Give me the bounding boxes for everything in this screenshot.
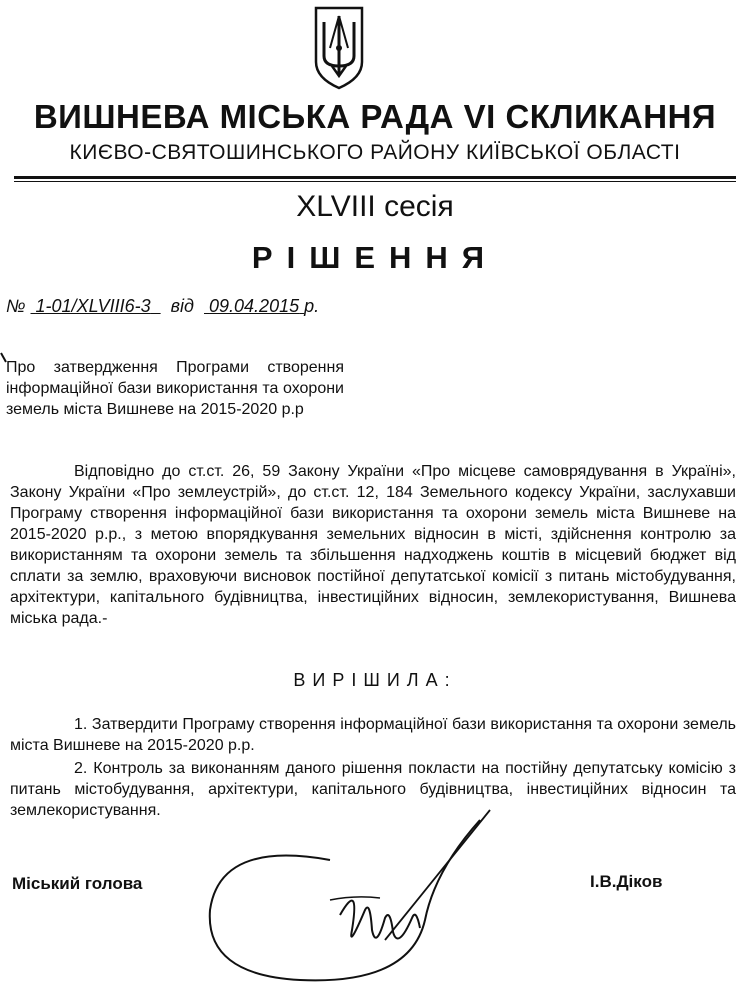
- resolution-item-2: 2. Контроль за виконанням даного рішення покласти на постійну депутатську комісію з питань містобудування, архітектури, капітального будівництва, інвестиційних відносин та землекористування.: [10, 760, 736, 819]
- trident-emblem-icon: [312, 4, 366, 90]
- district-name: КИЄВО-СВЯТОШИНСЬКОГО РАЙОНУ КИЇВСЬКОЇ ОБЛАСТІ: [69, 141, 681, 164]
- decision-number: 1-01/XLVIII6-3: [35, 296, 151, 316]
- council-name: ВИШНЕВА МІСЬКА РАДА VI СКЛИКАННЯ: [33, 98, 717, 135]
- resolution-item-1: 1. Затвердити Програму створення інформаційної бази використання та охорони земель міста Вишневе на 2015-2020 р.р.: [10, 716, 736, 754]
- resolved-heading: ВИРІШИЛА:: [293, 670, 457, 690]
- document-type-heading: РІШЕННЯ: [251, 240, 499, 275]
- decision-date: 09.04.2015: [209, 296, 300, 316]
- handwritten-signature: [180, 800, 510, 990]
- session-title: XLVIII сесія: [296, 190, 454, 223]
- header-rule-thick: [14, 176, 736, 179]
- preamble-paragraph: Відповідно до ст.ст. 26, 59 Закону України «Про місцеве самоврядування в Україні», Закону України «Про землеустрій», до ст.ст. 12, 184 Земельного кодексу України, заслухавши Програму створення інформаційної бази використання та охорони земель міста Вишневе на 2015-2020 р.р., з метою впорядкування земельних відносин в місті, здійснення контролю за використанням та охорони земель та збільшення надходжень коштів в місцевий бюджет від сплати за землю, враховуючи висновок постійної депутатської комісії з питань містобудування, архітектури, капітального будівництва, інвестиційних відносин, землекористування, Вишнева міська рада.-: [10, 463, 736, 627]
- decision-subject: Про затвердження Програми створення інформаційної бази використання та охорони земель міста Вишневе на 2015-2020 р.р: [6, 359, 344, 418]
- number-label: №: [6, 296, 26, 316]
- decision-number-line: [6, 296, 319, 317]
- date-label: від: [170, 296, 194, 316]
- year-suffix: р.: [304, 296, 320, 316]
- signatory-name: І.В.Діков: [590, 872, 663, 891]
- signature-position: Міський голова: [12, 874, 143, 893]
- header-rule-thin: [14, 181, 736, 182]
